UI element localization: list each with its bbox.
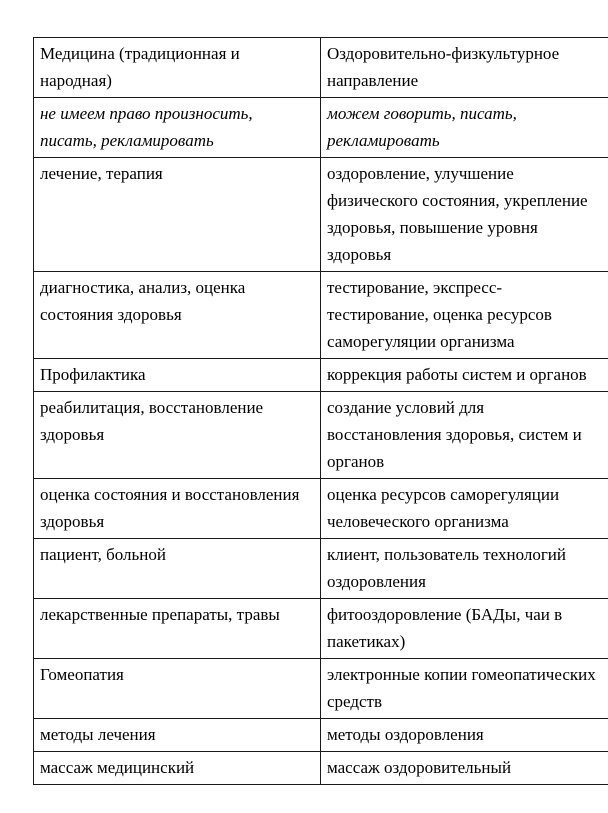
cell-medicine: лекарственные препараты, травы [34,599,321,659]
cell-wellness: можем говорить, писать, рекламировать [321,98,608,158]
cell-wellness: электронные копии гомеопатических средств [321,659,608,719]
cell-medicine: реабилитация, восстановление здоровья [34,392,321,479]
cell-medicine: оценка состояния и восстановления здоровья [34,479,321,539]
table-row [34,719,608,752]
cell-medicine: методы лечения [34,719,321,752]
cell-wellness: клиент, пользователь технологий оздоровления [321,539,608,599]
table-row [34,539,608,599]
table-row [34,272,608,359]
cell-wellness: тестирование, экспресс-тестирование, оценка ресурсов саморегуляции организма [321,272,608,359]
cell-medicine: Гомеопатия [34,659,321,719]
cell-wellness: методы оздоровления [321,719,608,752]
cell-medicine: лечение, терапия [34,158,321,272]
cell-medicine: массаж медицинский [34,752,321,785]
table-row [34,38,608,98]
table-row [34,752,608,785]
cell-wellness: оценка ресурсов саморегуляции человеческого организма [321,479,608,539]
table-row [34,158,608,272]
table-row [34,359,608,392]
cell-wellness: Оздоровительно-физкультурное направление [321,38,608,98]
cell-medicine: не имеем право произносить, писать, рекламировать [34,98,321,158]
table-row [34,659,608,719]
table-row [34,392,608,479]
cell-medicine: Профилактика [34,359,321,392]
cell-wellness: коррекция работы систем и органов [321,359,608,392]
table-row [34,479,608,539]
cell-wellness: оздоровление, улучшение физического состояния, укрепление здоровья, повышение уровня здоровья [321,158,608,272]
cell-wellness: массаж оздоровительный [321,752,608,785]
table-row [34,599,608,659]
cell-medicine: пациент, больной [34,539,321,599]
cell-wellness: создание условий для восстановления здоровья, систем и органов [321,392,608,479]
cell-medicine: Медицина (традиционная и народная) [34,38,321,98]
table-row [34,98,608,158]
cell-wellness: фитооздоровление (БАДы, чаи в пакетиках) [321,599,608,659]
cell-medicine: диагностика, анализ, оценка состояния здоровья [34,272,321,359]
comparison-table [33,37,608,785]
